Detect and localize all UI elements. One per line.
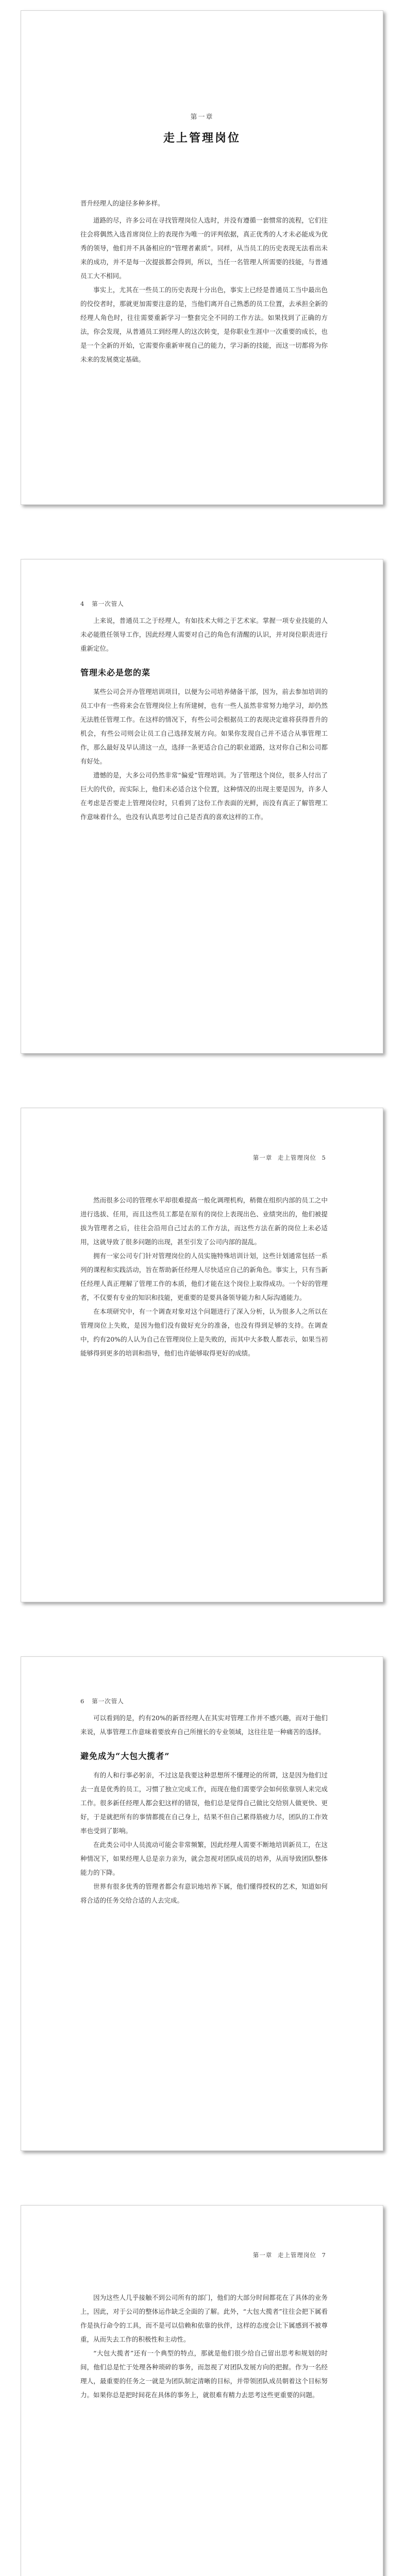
page-body: [80, 1193, 328, 1360]
document-page-2: [21, 559, 383, 1054]
paragraph: 晋升经理人的途径多种多样。: [80, 199, 164, 207]
paragraph: 在此类公司中人员流动可能会非常频繁，因此经理人需要不断地培训新员工，在这种情况下，如果经理人总是亲力亲为，就会忽视对团队成员的培养，从而导致团队整体能力的下降。: [80, 1841, 328, 1876]
paragraph: 遗憾的是，大多公司仍然非常“偏爱”管理培训。为了管理这个岗位，很多人付出了巨大的代价，而实际上，他们未必适合这个位置，这种情况的出现主要是因为，许多人在考虑是否要走上管理岗位时，只看到了这份工作表面的光鲜，而没有真正了解管理工作意味着什么，也没有认真思考过自己是否真的喜欢这样的工作。: [80, 771, 328, 821]
book-title-header: 第一次管人: [92, 600, 124, 607]
paragraph: 有的人和行事必躬亲，不过这是我要这种思想所不懂理论的所谓，这是因为他们过去一直是优秀的员工，习惯了独立完成工作，而现在他们需要学会如何依靠别人来完成工作。很多新任经理人都会犯这样的错误，他们总是觉得自己做比交给别人做更快、更好，于是就把所有的事情都揽在自己身上，结果不但自己累得筋疲力尽，团队的工作效率也受到了影响。: [80, 1771, 328, 1835]
chapter-header: 第一章: [252, 1154, 273, 1161]
document-page-5: [21, 2205, 383, 2576]
paragraph: “大包大揽者”还有一个典型的特点，那就是他们很少给自己留出思考和规划的时间，他们总是忙于处理各种琐碎的事务，而忽视了对团队发展方向的把握。作为一名经理人，最重要的任务之一就是为团队制定清晰的目标，并带领团队成员朝着这个目标努力。如果你总是把时间花在具体的事务上，就很难有精力去思考这些更重要的问题。: [80, 2349, 328, 2399]
chapter-title-header: 走上管理岗位: [278, 1154, 317, 1161]
paragraph: 道路的尽，许多公司在寻找管理岗位人选时，并没有遵循一套惯常的流程，它们往往会将偶然入选首席岗位上的表现作为唯一的评判依据，真正优秀的人才未必能成为优秀的领导，他们并不具备相应的“管理者素质”。同样，从当员工的历史表现无法看出未来的成功，并不是每一次提拔都会得到，所以，当任一名管理人所需要的技能，与普通员工大不相同。: [80, 216, 328, 280]
page-body: [80, 2291, 328, 2402]
page-body: [80, 614, 328, 824]
paragraph: 在本项研究中，有一个调查对象对这个问题进行了深入分析，认为很多人之所以在管理岗位上失败，是因为他们没有做好充分的准备，也没有得到足够的支持。在调查中，约有20%的人认为自己在管理岗位上是失败的，而其中大多数人都表示，如果当初能够得到更多的培训和指导，他们也许能够取得更好的成绩。: [80, 1308, 328, 1357]
page-number: 5: [321, 1154, 326, 1161]
page-number: 7: [321, 2251, 326, 2259]
paragraph: 世界有很多优秀的管理者都会有意识地培养下属，他们懂得授权的艺术，知道如何将合适的任务交给合适的人去完成。: [80, 1883, 328, 1904]
document-page-4: [21, 1656, 383, 2151]
paragraph: 可以看到的是，约有20%的新晋经理人在其实对管理工作并不感兴趣，而对于他们来说，从事管理工作意味着要放弃自己所擅长的专业领域，这往往是一种痛苦的选择。: [80, 1714, 328, 1736]
paragraph: 拥有一家公司专门针对管理岗位的人员实施特殊培训计划，这些计划通常包括一系列的课程和实践活动，旨在帮助新任经理人尽快适应自己的新角色。事实上，只有当新任经理人真正理解了管理工作的本质，他们才能在这个岗位上取得成功。一个好的管理者，不仅要有专业的知识和技能，更重要的是要具备领导能力和人际沟通能力。: [80, 1252, 328, 1301]
document-page-3: [21, 1108, 383, 1602]
paragraph: 因为这些人几乎接触不到公司所有的部门，他们的大部分时间都花在了具体的业务上，因此，对于公司的整体运作缺乏全面的了解。此外，“大包大揽者”往往会把下属看作是执行命令的工具，而不是可以信赖和依靠的伙伴，这样的态度会让下属感到不被尊重，从而失去工作的积极性和主动性。: [80, 2294, 328, 2343]
paragraph: 事实上，尤其在一些员工的历史表现十分出色，事实上已经是普通员工当中最出色的佼佼者时，那就更加需要注意的是，当他们离开自己熟悉的员工位置，去承担全新的经理人角色时，往往需要重新学习一整套完全不同的工作方法。如果找到了正确的方法，你会发现，从普通员工到经理人的这次转变，是你职业生涯中一次重要的成长，也是一个全新的开始，它需要你重新审视自己的能力，学习新的技能，而这一切都将为你未来的发展奠定基础。: [80, 286, 328, 363]
section-title: 避免成为“大包大揽者”: [80, 1751, 170, 1761]
chapter-label: 第一章: [190, 113, 214, 121]
running-header: [250, 1154, 326, 1162]
paragraph: 然而很多公司的管理水平却很难提高一般化调理机构，稍微在组织内部的员工之中进行选拔、任用，而且这些员工都是在原有的岗位上表现出色、业绩突出的，他们被提拔为管理者之后，往往会沿用自己过去的工作方法，而这些方法在新的岗位上未必适用，这就导致了很多问题的出现，甚至引发了公司内部的混乱。: [80, 1196, 328, 1246]
page-body: [80, 1711, 328, 1907]
chapter-title-header: 走上管理岗位: [278, 2251, 317, 2259]
paragraph: 上来说，普通员工之于经理人，有如技术大师之于艺术家。掌握一项专业技能的人未必能胜任领导工作，因此经理人需要对自己的角色有清醒的认识，并对岗位职责进行重新定位。: [80, 617, 328, 652]
paragraph: 某些公司会开办管理培训项目，以便为公司培养储备干部，因为，前去参加培训的员工中有一些将来会在管理岗位上有所建树，也有一些人虽然非常努力地学习，却仍然无法胜任管理工作。在这样的情况下，有些公司会根据员工的表现决定谁将获得晋升的机会，有些公司则会让员工自己选择发展方向。如果你发现自己并不适合从事管理工作，那么最好及早认清这一点，选择一条更适合自己的职业道路，这对你自己和公司都有好处。: [80, 688, 328, 765]
page-number: 6: [80, 1698, 85, 1705]
running-header: [250, 2251, 326, 2259]
chapter-title: 走上管理岗位: [163, 131, 241, 145]
book-title-header: 第一次管人: [92, 1698, 124, 1705]
page-body: [80, 196, 328, 366]
chapter-header: 第一章: [252, 2251, 273, 2259]
section-title: 管理未必是您的菜: [80, 668, 151, 677]
page-number: 4: [80, 600, 85, 607]
running-header: [80, 1697, 124, 1705]
running-header: [80, 600, 124, 608]
document-page-1: [21, 10, 383, 505]
